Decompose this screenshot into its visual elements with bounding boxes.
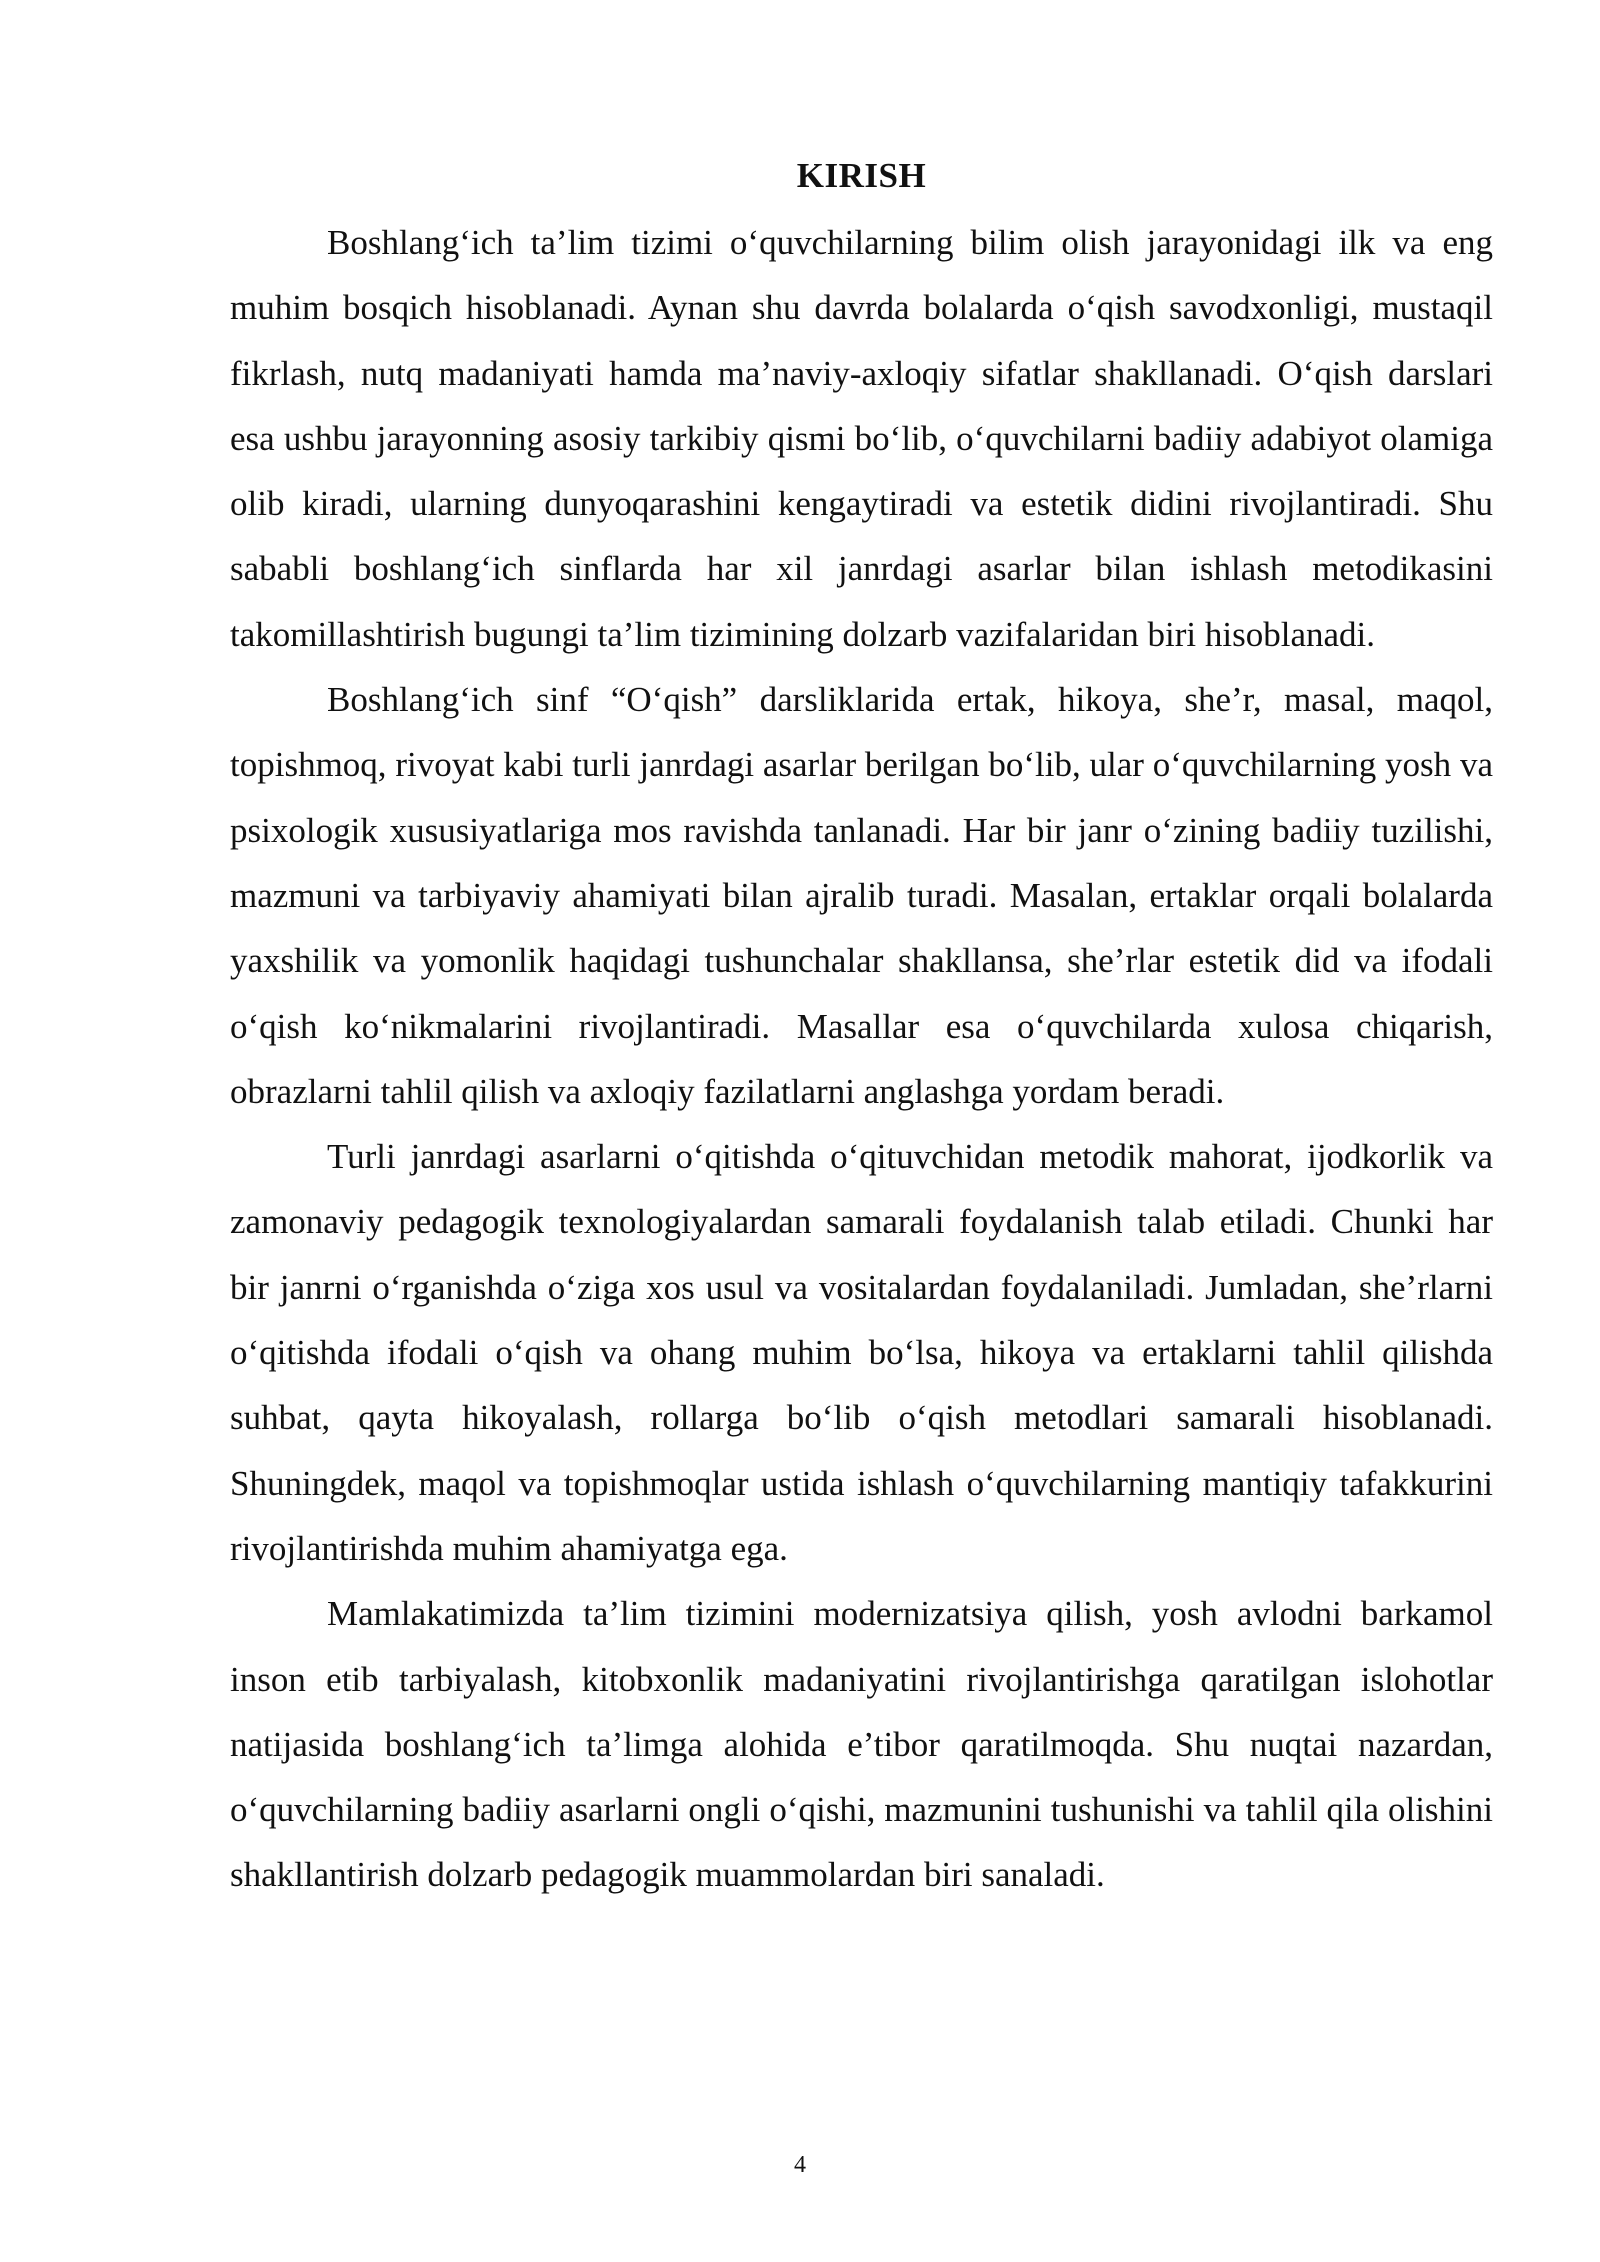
paragraph-2: Boshlang‘ich sinf “O‘qish” darsliklarida ertak, hikoya, she’r, masal, maqol, topishmoq, rivoyat kabi turli janrdagi asarlar berilgan bo‘lib, ular o‘quvchilarning yosh va psixologik xususiyatlariga mos ravishda tanlanadi. Har bir janr o‘zining badiiy tuzilishi, mazmuni va tarbiyaviy ahamiyati bilan ajralib turadi. Masalan, ertaklar orqali bolalarda yaxshilik va yomonlik haqidagi tushunchalar shakllansa, she’rlar estetik did va ifodali o‘qish ko‘nikmalarini rivojlantiradi. Masallar esa o‘quvchilarda xulosa chiqarish, obrazlarni tahlil qilish va axloqiy fazilatlarni anglashga yordam beradi. [230,680,1493,1111]
paragraph-1: Boshlang‘ich ta’lim tizimi o‘quvchilarning bilim olish jarayonidagi ilk va eng muhim bosqich hisoblanadi. Aynan shu davrda bolalarda o‘qish savodxonligi, mustaqil fikrlash, nutq madaniyati hamda ma’naviy-axloqiy sifatlar shakllanadi. O‘qish darslari esa ushbu jarayonning asosiy tarkibiy qismi bo‘lib, o‘quvchilarni badiiy adabiyot olamiga olib kiradi, ularning dunyoqarashini kengaytiradi va estetik didini rivojlantiradi. Shu sababli boshlang‘ich sinflarda har xil janrdagi asarlar bilan ishlash metodikasini takomillashtirish bugungi ta’lim tizimining dolzarb vazifalaridan biri hisoblanadi. [230,223,1493,654]
page-content [230,148,1493,1908]
page-number: 4 [794,2152,806,2178]
section-heading: KIRISH [796,156,927,195]
paragraph-3: Turli janrdagi asarlarni o‘qitishda o‘qituvchidan metodik mahorat, ijodkorlik va zamonaviy pedagogik texnologiyalardan samarali foydalanish talab etiladi. Chunki har bir janrni o‘rganishda o‘ziga xos usul va vositalardan foydalaniladi. Jumladan, she’rlarni o‘qitishda ifodali o‘qish va ohang muhim bo‘lsa, hikoya va ertaklarni tahlil qilishda suhbat, qayta hikoyalash, rollarga bo‘lib o‘qish metodlari samarali hisoblanadi. Shuningdek, maqol va topishmoqlar ustida ishlash o‘quvchilarning mantiqiy tafakkurini rivojlantirishda muhim ahamiyatga ega. [230,1137,1493,1568]
paragraph-4: Mamlakatimizda ta’lim tizimini modernizatsiya qilish, yosh avlodni barkamol inson etib tarbiyalash, kitobxonlik madaniyatini rivojlantirishga qaratilgan islohotlar natijasida boshlang‘ich ta’limga alohida e’tibor qaratilmoqda. Shu nuqtai nazardan, o‘quvchilarning badiiy asarlarni ongli o‘qishi, mazmunini tushunishi va tahlil qila olishini shakllantirish dolzarb pedagogik muammolardan biri sanaladi. [230,1594,1493,1895]
